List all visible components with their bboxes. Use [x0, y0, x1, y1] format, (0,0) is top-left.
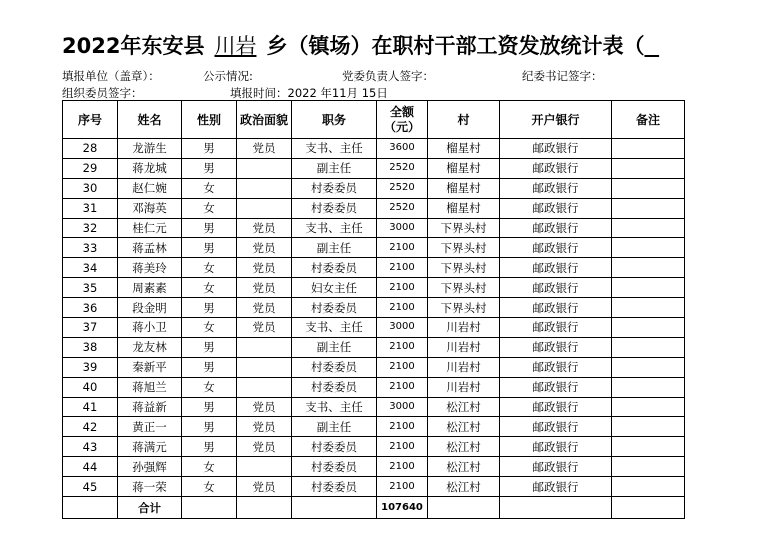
discipline-signature-label: 纪委书记签字： — [522, 69, 603, 83]
cell-position: 村委委员 — [292, 357, 377, 377]
cell-village: 榴星村 — [428, 158, 500, 178]
cell-village: 榴星村 — [428, 198, 500, 218]
header-name: 姓名 — [118, 101, 182, 139]
total-cell-empty — [292, 497, 377, 519]
cell-index: 31 — [63, 198, 118, 218]
table-row — [63, 158, 685, 178]
cell-political: 党员 — [237, 218, 292, 238]
cell-village: 川岩村 — [428, 357, 500, 377]
cell-village: 川岩村 — [428, 377, 500, 397]
cell-remark — [612, 357, 685, 377]
cell-gender: 男 — [182, 357, 237, 377]
cell-village: 松江村 — [428, 477, 500, 497]
cell-amount: 2520 — [377, 178, 428, 198]
cell-index: 35 — [63, 278, 118, 298]
cell-amount: 2520 — [377, 198, 428, 218]
cell-position: 村委委员 — [292, 477, 377, 497]
total-row — [63, 497, 685, 519]
cell-index: 39 — [63, 357, 118, 377]
cell-amount: 3000 — [377, 218, 428, 238]
cell-name: 桂仁元 — [118, 218, 182, 238]
table-row — [63, 477, 685, 497]
header-index: 序号 — [63, 101, 118, 139]
cell-remark — [612, 457, 685, 477]
cell-gender: 女 — [182, 178, 237, 198]
cell-index: 37 — [63, 318, 118, 338]
cell-index: 28 — [63, 139, 118, 159]
cell-political — [237, 178, 292, 198]
cell-gender: 男 — [182, 298, 237, 318]
cell-position: 支书、主任 — [292, 318, 377, 338]
cell-remark — [612, 397, 685, 417]
public-label: 公示情况: — [203, 69, 253, 83]
cell-political: 党员 — [237, 298, 292, 318]
title-prefix: 2022年东安县 — [62, 34, 205, 58]
cell-political: 党员 — [237, 437, 292, 457]
cell-name: 周素素 — [118, 278, 182, 298]
page-title — [62, 30, 761, 64]
cell-amount: 2100 — [377, 457, 428, 477]
cell-bank: 邮政银行 — [500, 218, 612, 238]
total-cell-empty — [612, 497, 685, 519]
cell-political — [237, 377, 292, 397]
table-row — [63, 417, 685, 437]
cell-political: 党员 — [237, 238, 292, 258]
cell-name: 蒋旭兰 — [118, 377, 182, 397]
cell-name: 蒋孟林 — [118, 238, 182, 258]
cell-name: 邓海英 — [118, 198, 182, 218]
cell-position: 村委委员 — [292, 198, 377, 218]
cell-position: 村委委员 — [292, 437, 377, 457]
cell-gender: 女 — [182, 278, 237, 298]
total-cell-empty — [182, 497, 237, 519]
table-header-row — [63, 101, 685, 139]
cell-position: 妇女主任 — [292, 278, 377, 298]
table-row — [63, 318, 685, 338]
table-row — [63, 278, 685, 298]
cell-amount: 3000 — [377, 397, 428, 417]
table-body — [63, 139, 685, 497]
cell-village: 松江村 — [428, 457, 500, 477]
cell-remark — [612, 198, 685, 218]
cell-bank: 邮政银行 — [500, 477, 612, 497]
cell-political: 党员 — [237, 397, 292, 417]
cell-index: 42 — [63, 417, 118, 437]
cell-index: 34 — [63, 258, 118, 278]
cell-index: 45 — [63, 477, 118, 497]
cell-bank: 邮政银行 — [500, 198, 612, 218]
cell-name: 龙游生 — [118, 139, 182, 159]
cell-amount: 2100 — [377, 377, 428, 397]
cell-name: 蒋小卫 — [118, 318, 182, 338]
cell-bank: 邮政银行 — [500, 258, 612, 278]
cell-remark — [612, 139, 685, 159]
cell-bank: 邮政银行 — [500, 298, 612, 318]
cell-index: 44 — [63, 457, 118, 477]
cell-name: 孙强辉 — [118, 457, 182, 477]
cell-index: 40 — [63, 377, 118, 397]
title-underline — [644, 34, 659, 58]
total-amount: 107640 — [377, 497, 428, 519]
cell-village: 松江村 — [428, 417, 500, 437]
cell-amount: 2520 — [377, 158, 428, 178]
cell-index: 29 — [63, 158, 118, 178]
cell-name: 黄正一 — [118, 417, 182, 437]
table-row — [63, 218, 685, 238]
cell-political — [237, 158, 292, 178]
fill-date-label: 填报时间：2022 年11月 15日 — [230, 86, 388, 100]
cell-village: 松江村 — [428, 437, 500, 457]
total-cell-empty — [428, 497, 500, 519]
cell-gender: 女 — [182, 377, 237, 397]
cell-village: 松江村 — [428, 397, 500, 417]
cell-remark — [612, 417, 685, 437]
cell-political: 党员 — [237, 258, 292, 278]
cell-village: 榴星村 — [428, 139, 500, 159]
cell-amount: 2100 — [377, 437, 428, 457]
table-row — [63, 178, 685, 198]
table-row — [63, 238, 685, 258]
cell-position: 副主任 — [292, 417, 377, 437]
total-cell-empty — [237, 497, 292, 519]
cell-name: 蒋满元 — [118, 437, 182, 457]
title-suffix: 乡（镇场）在职村干部工资发放统计表（ — [266, 34, 645, 58]
cell-village: 下界头村 — [428, 278, 500, 298]
cell-gender: 女 — [182, 457, 237, 477]
table-row — [63, 198, 685, 218]
cell-gender: 女 — [182, 198, 237, 218]
cell-index: 32 — [63, 218, 118, 238]
cell-bank: 邮政银行 — [500, 397, 612, 417]
cell-gender: 女 — [182, 477, 237, 497]
cell-amount: 3600 — [377, 139, 428, 159]
cell-village: 下界头村 — [428, 298, 500, 318]
cell-position: 村委委员 — [292, 258, 377, 278]
cell-amount: 2100 — [377, 238, 428, 258]
cell-remark — [612, 437, 685, 457]
salary-table — [62, 100, 685, 519]
cell-political — [237, 337, 292, 357]
table-row — [63, 357, 685, 377]
cell-bank: 邮政银行 — [500, 238, 612, 258]
cell-gender: 男 — [182, 417, 237, 437]
table-row — [63, 337, 685, 357]
table-row — [63, 298, 685, 318]
cell-village: 川岩村 — [428, 337, 500, 357]
cell-amount: 2100 — [377, 337, 428, 357]
cell-remark — [612, 218, 685, 238]
table-row — [63, 437, 685, 457]
cell-remark — [612, 298, 685, 318]
cell-bank: 邮政银行 — [500, 318, 612, 338]
cell-position: 村委委员 — [292, 377, 377, 397]
cell-amount: 2100 — [377, 298, 428, 318]
cell-gender: 男 — [182, 397, 237, 417]
cell-gender: 男 — [182, 218, 237, 238]
cell-gender: 男 — [182, 437, 237, 457]
header-gender: 性别 — [182, 101, 237, 139]
cell-remark — [612, 337, 685, 357]
cell-gender: 女 — [182, 318, 237, 338]
header-position: 职务 — [292, 101, 377, 139]
cell-remark — [612, 477, 685, 497]
header-amount: 全额 （元） — [377, 101, 428, 139]
cell-village: 下界头村 — [428, 238, 500, 258]
cell-bank: 邮政银行 — [500, 139, 612, 159]
cell-amount: 2100 — [377, 278, 428, 298]
table-row — [63, 377, 685, 397]
cell-political — [237, 198, 292, 218]
cell-remark — [612, 318, 685, 338]
total-cell-empty — [500, 497, 612, 519]
cell-name: 龙友林 — [118, 337, 182, 357]
total-label: 合计 — [118, 497, 182, 519]
cell-index: 33 — [63, 238, 118, 258]
cell-political: 党员 — [237, 477, 292, 497]
cell-bank: 邮政银行 — [500, 417, 612, 437]
cell-amount: 2100 — [377, 417, 428, 437]
cell-gender: 男 — [182, 337, 237, 357]
cell-name: 蒋龙城 — [118, 158, 182, 178]
cell-remark — [612, 238, 685, 258]
header-political: 政治面貌 — [237, 101, 292, 139]
cell-name: 秦新平 — [118, 357, 182, 377]
cell-political: 党员 — [237, 417, 292, 437]
cell-position: 村委委员 — [292, 178, 377, 198]
header-remark: 备注 — [612, 101, 685, 139]
cell-position: 支书、主任 — [292, 397, 377, 417]
cell-political: 党员 — [237, 318, 292, 338]
cell-position: 支书、主任 — [292, 218, 377, 238]
org-signature-label: 组织委员签字： — [62, 86, 143, 100]
cell-index: 43 — [63, 437, 118, 457]
cell-position: 村委委员 — [292, 457, 377, 477]
cell-name: 段金明 — [118, 298, 182, 318]
cell-position: 副主任 — [292, 337, 377, 357]
cell-name: 蒋美玲 — [118, 258, 182, 278]
cell-bank: 邮政银行 — [500, 158, 612, 178]
cell-position: 副主任 — [292, 238, 377, 258]
cell-position: 支书、主任 — [292, 139, 377, 159]
cell-name: 蒋益新 — [118, 397, 182, 417]
table-row — [63, 457, 685, 477]
cell-political: 党员 — [237, 278, 292, 298]
cell-village: 榴星村 — [428, 178, 500, 198]
party-signature-label: 党委负责人签字： — [342, 69, 434, 83]
cell-political — [237, 357, 292, 377]
cell-name: 赵仁婉 — [118, 178, 182, 198]
table-row — [63, 397, 685, 417]
cell-position: 村委委员 — [292, 298, 377, 318]
cell-amount: 2100 — [377, 357, 428, 377]
cell-index: 41 — [63, 397, 118, 417]
cell-amount: 2100 — [377, 258, 428, 278]
cell-name: 蒋一荣 — [118, 477, 182, 497]
cell-gender: 男 — [182, 139, 237, 159]
cell-bank: 邮政银行 — [500, 457, 612, 477]
cell-political — [237, 457, 292, 477]
cell-gender: 男 — [182, 158, 237, 178]
cell-bank: 邮政银行 — [500, 337, 612, 357]
cell-remark — [612, 258, 685, 278]
cell-gender: 女 — [182, 258, 237, 278]
cell-amount: 3000 — [377, 318, 428, 338]
cell-remark — [612, 178, 685, 198]
cell-village: 川岩村 — [428, 318, 500, 338]
table-row — [63, 139, 685, 159]
cell-index: 30 — [63, 178, 118, 198]
cell-bank: 邮政银行 — [500, 178, 612, 198]
cell-index: 38 — [63, 337, 118, 357]
cell-bank: 邮政银行 — [500, 437, 612, 457]
cell-village: 下界头村 — [428, 218, 500, 238]
cell-remark — [612, 377, 685, 397]
cell-remark — [612, 278, 685, 298]
cell-amount: 2100 — [377, 477, 428, 497]
cell-bank: 邮政银行 — [500, 278, 612, 298]
table-row — [63, 258, 685, 278]
title-township: 川岩 — [214, 34, 257, 58]
fill-unit-label: 填报单位（盖章）： — [62, 69, 160, 83]
total-cell-empty — [63, 497, 118, 519]
cell-position: 副主任 — [292, 158, 377, 178]
cell-gender: 男 — [182, 238, 237, 258]
header-village: 村 — [428, 101, 500, 139]
header-bank: 开户银行 — [500, 101, 612, 139]
cell-index: 36 — [63, 298, 118, 318]
cell-bank: 邮政银行 — [500, 357, 612, 377]
cell-bank: 邮政银行 — [500, 377, 612, 397]
cell-remark — [612, 158, 685, 178]
cell-political: 党员 — [237, 139, 292, 159]
cell-village: 下界头村 — [428, 258, 500, 278]
